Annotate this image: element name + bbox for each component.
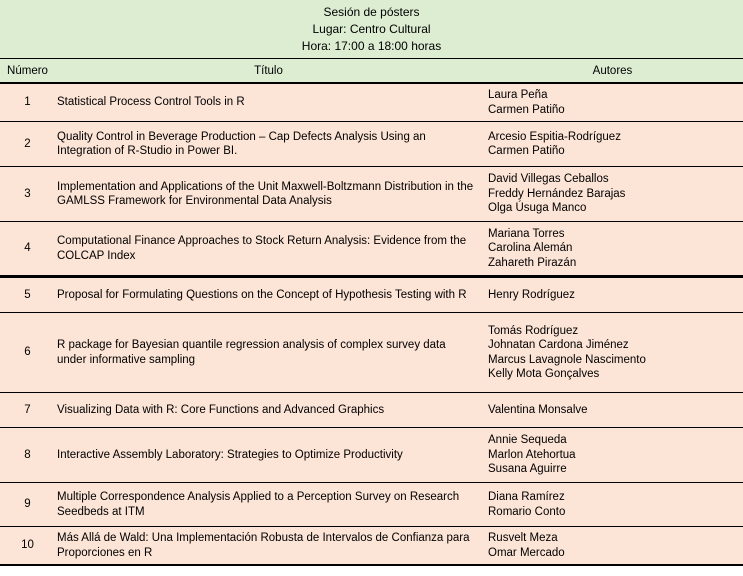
session-header [0, 0, 743, 59]
author-line: Johnatan Cardona Jiménez [488, 339, 629, 351]
table-row [0, 393, 743, 428]
row-authors [482, 167, 743, 221]
row-number: 1 [24, 96, 31, 109]
table-row [0, 222, 743, 276]
session-time: Hora: 17:00 a 18:00 horas [301, 39, 442, 53]
author-line: Carolina Alemán [488, 242, 573, 255]
author-line: Rusvelt Meza [488, 532, 558, 544]
row-title: R package for Bayesian quantile regression analysis of complex survey data under informative sampling [57, 339, 446, 366]
author-line: Romario Conto [488, 505, 566, 518]
table-row [0, 483, 743, 527]
author-line: Olga Úsuga Manco [488, 202, 587, 215]
author-line: Carmen Patiño [488, 103, 565, 116]
table-row [0, 122, 743, 167]
row-authors [482, 393, 743, 427]
author-line: Tomás Rodríguez [488, 324, 579, 337]
row-title: Multiple Correspondence Analysis Applied to a Perception Survey on Research Seedbeds at ITM [57, 491, 460, 518]
row-title: Statistical Process Control Tools in R [57, 96, 245, 109]
table-row [0, 167, 743, 222]
row-authors [482, 84, 743, 121]
author-line: Valentina Monsalve [488, 403, 588, 416]
row-title: Proposal for Formulating Questions on the Concept of Hypothesis Testing with R [57, 288, 467, 301]
author-line: Zahareth Pirazán [488, 256, 577, 269]
row-authors [482, 313, 743, 392]
row-number: 7 [24, 403, 31, 416]
column-header-numero: Número [7, 64, 48, 77]
author-line: Annie Sequeda [488, 434, 567, 447]
table-body [0, 84, 743, 566]
author-line: Laura Peña [488, 89, 548, 101]
row-title: Más Allá de Wald: Una Implementación Robusta de Intervalos de Confianza para Proporciones en R [57, 532, 470, 559]
row-number: 6 [24, 346, 31, 359]
row-title: Interactive Assembly Laboratory: Strategies to Optimize Productivity [57, 448, 403, 461]
row-title: Quality Control in Beverage Production – Cap Defects Analysis Using an Integration of R-Studio in Power BI. [57, 130, 426, 157]
author-line: Freddy Hernández Barajas [488, 187, 626, 200]
author-line: Kelly Mota Gonçalves [488, 368, 600, 380]
row-title: Computational Finance Approaches to Stock Return Analysis: Evidence from the COLCAP Index [57, 235, 467, 262]
table-row [0, 84, 743, 122]
row-number: 10 [21, 539, 34, 552]
table-column-header [0, 59, 743, 84]
row-authors [482, 483, 743, 526]
session-location: Lugar: Centro Cultural [312, 22, 431, 36]
author-line: Carmen Patiño [488, 145, 565, 157]
table-row [0, 527, 743, 566]
row-authors [482, 222, 743, 275]
row-number: 2 [24, 137, 31, 150]
row-number: 5 [24, 288, 31, 301]
row-number: 4 [24, 242, 31, 255]
row-number: 8 [24, 448, 31, 461]
row-authors [482, 278, 743, 312]
author-line: Marlon Atehortua [488, 448, 576, 461]
row-number: 3 [24, 187, 31, 200]
column-header-titulo: Título [254, 64, 283, 77]
row-title: Visualizing Data with R: Core Functions and Advanced Graphics [57, 403, 385, 416]
row-authors [482, 527, 743, 564]
column-header-autores: Autores [592, 64, 633, 77]
session-title: Sesión de pósters [323, 5, 420, 19]
author-line: Susana Aguirre [488, 463, 567, 476]
row-authors [482, 428, 743, 482]
author-line: Marcus Lavagnole Nascimento [488, 353, 646, 366]
author-line: Diana Ramírez [488, 491, 565, 503]
table-row [0, 313, 743, 393]
row-authors [482, 122, 743, 166]
author-line: Mariana Torres [488, 227, 565, 240]
author-line: Henry Rodríguez [488, 288, 575, 301]
table-row [0, 428, 743, 483]
row-number: 9 [24, 498, 31, 511]
author-line: David Villegas Ceballos [488, 173, 609, 186]
author-line: Arcesio Espitia-Rodríguez [488, 130, 621, 143]
row-title: Implementation and Applications of the Unit Maxwell-Boltzmann Distribution in the GAMLSS Framework for Environmental Data Analysis [57, 180, 474, 207]
table-row [0, 276, 743, 313]
author-line: Omar Mercado [488, 546, 565, 559]
